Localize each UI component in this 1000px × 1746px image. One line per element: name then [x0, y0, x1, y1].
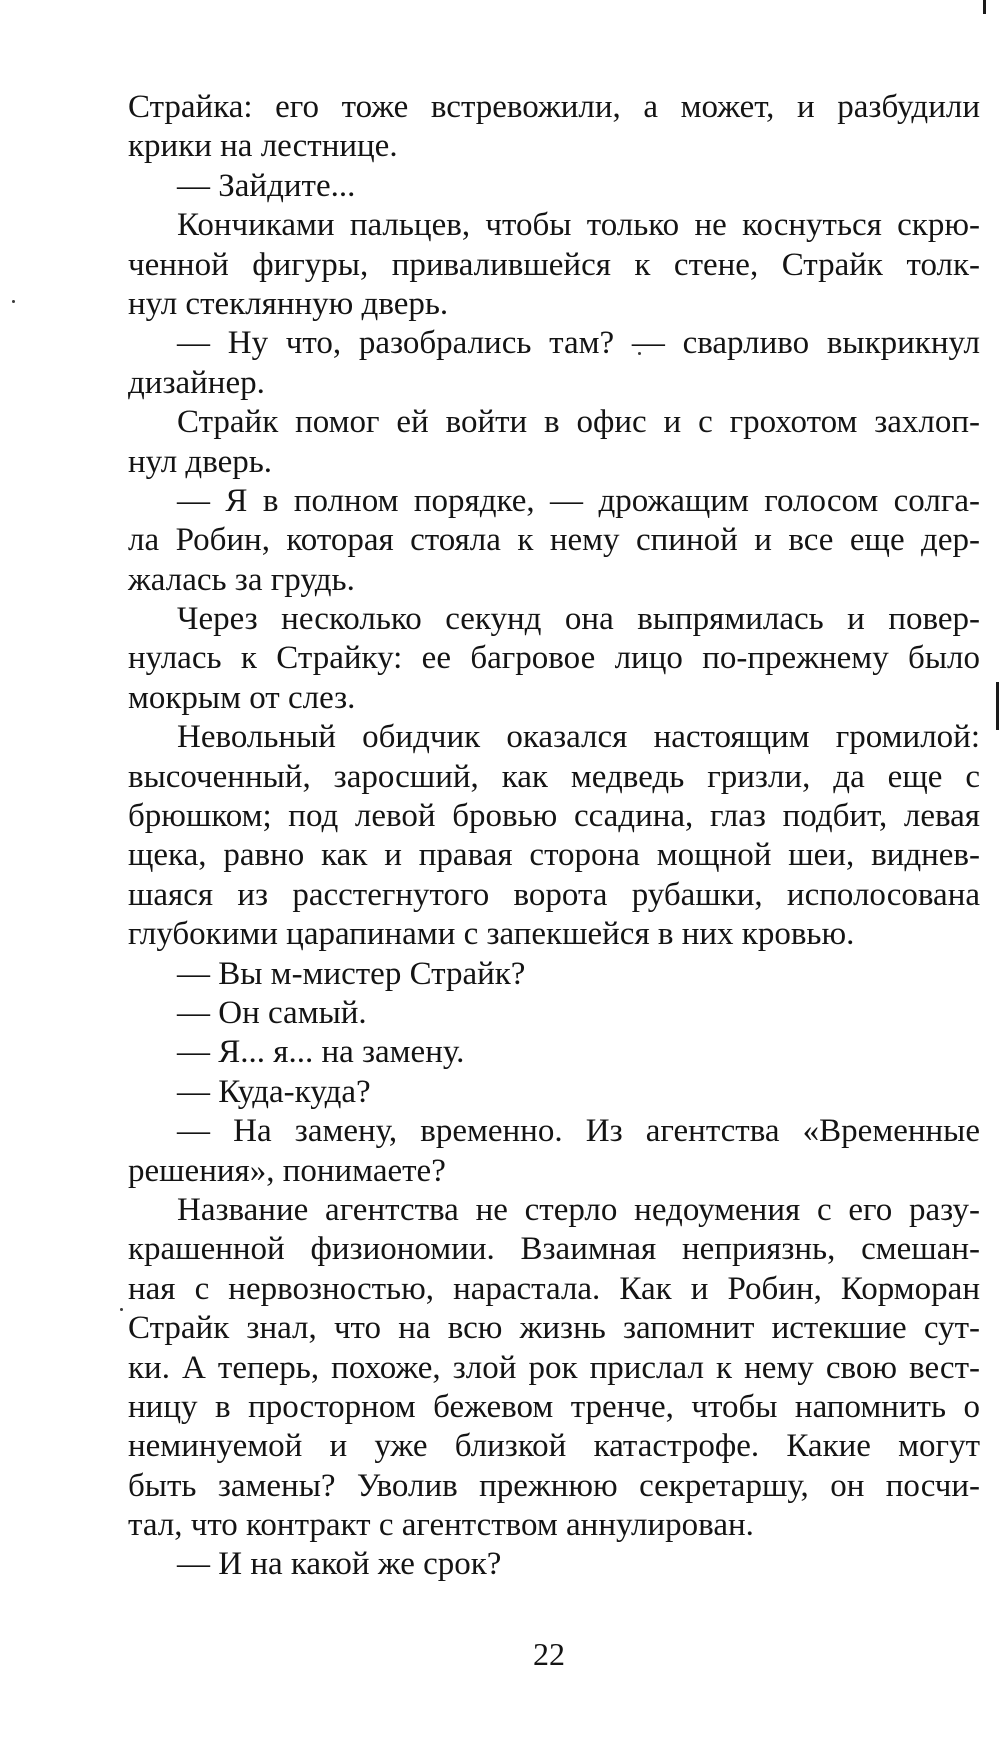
text-line: нул стеклянную дверь.	[128, 285, 449, 322]
text-line: быть замены? Уволив прежнюю секретаршу, он посчи-	[128, 1467, 980, 1504]
paragraph-start-line: Страйк помог ей войти в офис и с грохотом захлоп-	[177, 404, 980, 441]
dialogue-line: — Я в полном порядке, — дрожащим голосом солга-	[177, 482, 980, 519]
scan-edge-mark	[983, 0, 986, 14]
dialogue-line: — Ну что, разобрались там? — сварливо выкрикнул	[177, 325, 980, 362]
dialogue-line: — На замену, временно. Из агентства «Временные	[177, 1113, 980, 1150]
paragraph-start-line: Через несколько секунд она выпрямилась и повер-	[177, 601, 980, 638]
scan-speck	[120, 1308, 123, 1311]
text-column	[128, 88, 980, 1585]
dialogue-line: — Зайдите...	[177, 167, 356, 204]
text-line: неминуемой и уже близкой катастрофе. Какие могут	[128, 1428, 980, 1465]
text-line: тал, что контракт с агентством аннулирован.	[128, 1507, 754, 1544]
text-line: глубокими царапинами с запекшейся в них кровью.	[128, 916, 855, 953]
dialogue-line: — Я... я... на замену.	[177, 1034, 465, 1071]
dialogue-line: — И на какой же срок?	[177, 1546, 502, 1583]
text-line: решения», понимаете?	[128, 1152, 446, 1189]
text-line: мокрым от слез.	[128, 679, 356, 716]
text-line: брюшком; под левой бровью ссадина, глаз подбит, левая	[128, 798, 980, 835]
text-line: крашенной физиономии. Взаимная неприязнь, смешан-	[128, 1231, 980, 1268]
text-line: жалась за грудь.	[128, 561, 355, 598]
scan-edge-mark	[996, 682, 999, 730]
text-line: Страйка: его тоже встревожили, а может, и разбудили	[128, 89, 980, 125]
dialogue-line: — Вы м-мистер Страйк?	[177, 955, 526, 992]
text-line: ная с нервозностью, нарастала. Как и Робин, Корморан	[128, 1270, 980, 1307]
dialogue-line: — Куда-куда?	[177, 1073, 371, 1110]
text-line: дизайнер.	[128, 364, 265, 401]
text-line: Страйк знал, что на всю жизнь запомнит истекшие сут-	[128, 1310, 980, 1347]
paragraph-start-line: Название агентства не стерло недоумения с его разу-	[177, 1191, 980, 1228]
paragraph-start-line: Кончиками пальцев, чтобы только не коснуться скрю-	[177, 207, 980, 244]
text-line: высоченный, заросший, как медведь гризли, да еще с	[128, 758, 980, 795]
text-line: ницу в просторном бежевом тренче, чтобы напомнить о	[128, 1388, 980, 1425]
page-number: 22	[533, 1636, 565, 1672]
text-line: щека, равно как и правая сторона мощной шеи, виднев-	[128, 837, 980, 874]
dialogue-line: — Он самый.	[177, 994, 367, 1031]
scan-speck	[12, 300, 15, 303]
text-line: крики на лестнице.	[128, 128, 398, 165]
text-line: шаяся из расстегнутого ворота рубашки, исполосована	[128, 876, 980, 913]
text-line: ченной фигуры, привалившейся к стене, Страйк толк-	[128, 246, 980, 283]
text-line: нулась к Страйку: ее багровое лицо по-прежнему было	[128, 640, 980, 677]
text-line: нул дверь.	[128, 443, 273, 480]
paragraph-start-line: Невольный обидчик оказался настоящим громилой:	[177, 719, 980, 756]
text-line: ла Робин, которая стояла к нему спиной и все еще дер-	[128, 522, 980, 559]
text-line: ки. А теперь, похоже, злой рок прислал к нему свою вест-	[128, 1349, 980, 1386]
